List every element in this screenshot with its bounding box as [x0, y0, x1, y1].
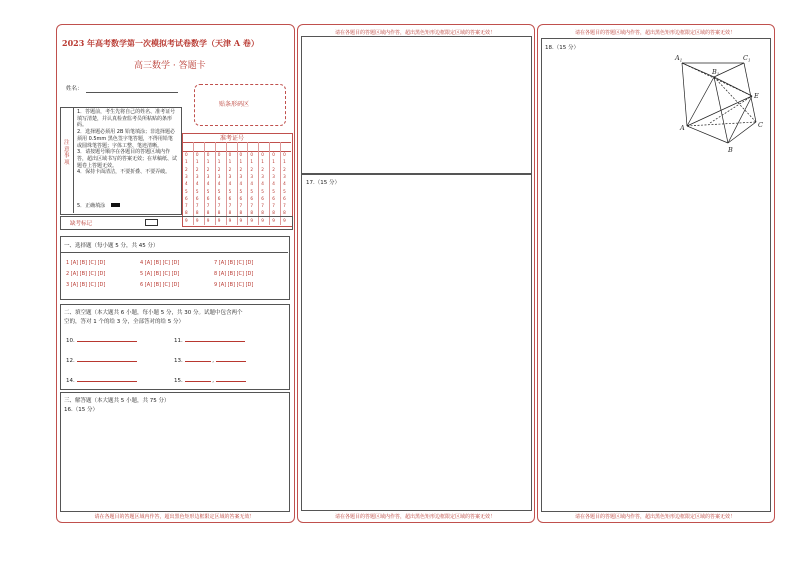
middle-panel-header-warning: 请在各题目的答题区域内作答，超出黑色矩形边框限定区域的答案无效！ — [334, 30, 495, 36]
admission-digit-bubble[interactable]: 9 — [239, 217, 243, 223]
q15-blank-1[interactable] — [185, 374, 211, 382]
admission-digit-bubble[interactable]: 7 — [228, 203, 232, 209]
edge-a-b — [687, 126, 728, 143]
fill-q15: 15. , — [174, 374, 246, 384]
q10-label: 10. — [66, 338, 75, 344]
left-panel-footer-warning: 请在各题目的答题区域内作答，超出黑色矩形边框限定区域的答案无效！ — [94, 514, 255, 520]
admission-digit-bubble[interactable]: 8 — [250, 210, 254, 216]
q13-blank-1[interactable] — [185, 354, 211, 362]
admission-digit-bubble[interactable]: 4 — [185, 181, 188, 187]
admission-digit-bubble[interactable]: 1 — [250, 159, 254, 165]
choice-q2[interactable]: 2 [A] [B] [C] [D] — [66, 271, 106, 277]
admission-column-divider — [247, 142, 248, 225]
edge-b-c — [728, 122, 756, 143]
admission-digit-bubble[interactable]: 1 — [228, 159, 232, 165]
admission-digit-bubble[interactable]: 3 — [185, 173, 188, 179]
q13-label: 13. — [174, 358, 183, 364]
middle-panel-footer-warning: 请在各题目的答题区域内作答，超出黑色矩形边框限定区域的答案无效！ — [334, 514, 495, 520]
admission-digit-bubble[interactable]: 8 — [283, 210, 286, 216]
fill-q10 — [66, 334, 137, 344]
label-e: E — [754, 92, 759, 100]
admission-digit-bubble[interactable]: 7 — [239, 203, 243, 209]
admission-digit-bubble[interactable]: 6 — [185, 195, 188, 201]
line-b-e-hidden — [710, 96, 752, 123]
q13-blank-2[interactable] — [216, 354, 246, 362]
label-b: B — [728, 146, 733, 154]
admission-digit-bubble[interactable]: 7 — [185, 203, 188, 209]
q16-continuation-area[interactable] — [301, 36, 532, 175]
admission-digit-bubble[interactable]: 0 — [185, 152, 188, 157]
admission-digit-bubble[interactable]: 9 — [217, 217, 221, 223]
admission-digit-bubble[interactable]: 9 — [185, 217, 188, 223]
admission-digit-bubble[interactable]: 7 — [272, 203, 275, 209]
admission-digit-bubble[interactable]: 9 — [195, 217, 199, 223]
admission-column-divider — [237, 142, 238, 225]
admission-digit-bubble[interactable]: 0 — [250, 152, 254, 157]
admission-digit-bubble[interactable]: 3 — [283, 173, 286, 179]
absent-checkbox[interactable] — [145, 219, 158, 226]
admission-digit-bubble[interactable]: 3 — [228, 173, 232, 179]
admission-digit-bubble[interactable]: 4 — [206, 181, 210, 187]
name-label: 姓名： — [66, 86, 83, 92]
admission-digit-bubble[interactable]: 2 — [239, 166, 243, 172]
admission-digit-bubble[interactable]: 0 — [272, 152, 275, 157]
admission-digit-bubble[interactable]: 9 — [272, 217, 275, 223]
admission-digit-bubble[interactable]: 5 — [206, 188, 210, 194]
admission-digit-bubble[interactable]: 0 — [195, 152, 199, 157]
q11-label: 11. — [174, 338, 183, 344]
absent-label: 缺考标记 — [70, 221, 93, 227]
admission-digit-bubble[interactable]: 8 — [185, 210, 188, 216]
admission-digit-bubble[interactable]: 5 — [185, 188, 188, 194]
barcode-label: 贴条形码区 — [219, 101, 250, 108]
admission-digit-bubble[interactable]: 3 — [206, 173, 210, 179]
q12-blank[interactable] — [77, 354, 137, 362]
admission-digit-bubble[interactable]: 0 — [283, 152, 286, 157]
edge-a-c-hidden — [687, 122, 756, 126]
admission-digit-bubble[interactable]: 1 — [239, 159, 243, 165]
admission-digit-bubble[interactable]: 6 — [261, 195, 264, 201]
label-a: A — [680, 124, 685, 132]
admission-digit-bubble[interactable]: 5 — [261, 188, 264, 194]
admission-digit-bubble[interactable]: 9 — [250, 217, 254, 223]
note-item-3: 3．请按题号顺序在各题目的答题区域内作答，超出区域书写的答案无效；在草稿纸、试题卷上答题无效。 — [77, 149, 178, 169]
admission-digit-bubble[interactable]: 6 — [250, 195, 254, 201]
label-b1: $B_1$ — [712, 68, 720, 77]
section1-heading-divider — [60, 252, 288, 253]
choice-q6[interactable]: 6 [A] [B] [C] [D] — [140, 282, 180, 288]
admission-digit-bubble[interactable]: 0 — [261, 152, 264, 157]
admission-digit-bubble[interactable]: 3 — [217, 173, 221, 179]
admission-column-divider — [204, 142, 205, 225]
q14-blank[interactable] — [77, 374, 137, 382]
q16-label: 16.（15 分） — [64, 407, 98, 413]
admission-digit-bubble[interactable]: 2 — [283, 166, 286, 172]
choice-q8[interactable]: 8 [A] [B] [C] [D] — [214, 271, 254, 277]
admission-digit-bubble[interactable]: 2 — [261, 166, 264, 172]
section2-heading-line1: 二、填空题（本大题共 6 小题，每小题 5 分，共 30 分。试题中包含两个 — [64, 310, 243, 316]
admission-digit-bubble[interactable]: 0 — [228, 152, 232, 157]
admission-digit-bubble[interactable]: 5 — [272, 188, 275, 194]
admission-digit-bubble[interactable]: 4 — [195, 181, 199, 187]
admission-digit-bubble[interactable]: 4 — [283, 181, 286, 187]
admission-digit-bubble[interactable]: 1 — [185, 159, 188, 165]
q12-label: 12. — [66, 358, 75, 364]
admission-column-divider — [215, 142, 216, 225]
admission-digit-bubble[interactable]: 2 — [217, 166, 221, 172]
exam-title: 2023 年高考数学第一次模拟考试卷数学（天津 A 卷） — [62, 38, 259, 48]
admission-digit-bubble[interactable]: 6 — [195, 195, 199, 201]
admission-digit-bubble[interactable]: 9 — [261, 217, 264, 223]
admission-digit-bubble[interactable]: 6 — [206, 195, 210, 201]
admission-digit-bubble[interactable]: 1 — [283, 159, 286, 165]
admission-digit-bubble[interactable]: 1 — [206, 159, 210, 165]
admission-digit-bubble[interactable]: 8 — [272, 210, 275, 216]
admission-column-divider — [269, 142, 270, 225]
admission-digit-bubble[interactable]: 4 — [217, 181, 221, 187]
note-item-2: 2．选择题必须用 2B 铅笔填涂；非选择题必须用 0.5mm 黑色签字笔答题，不得用铅笔或圆珠笔答题；字体工整、笔迹清晰。 — [77, 129, 175, 149]
admission-digit-bubble[interactable]: 9 — [283, 217, 286, 223]
filled-mark — [111, 203, 120, 207]
admission-digit-bubble[interactable]: 3 — [195, 173, 199, 179]
admission-digit-bubble[interactable]: 6 — [283, 195, 286, 201]
q15-label: 15. — [174, 378, 183, 384]
admission-number-heading: 准考证号 — [220, 135, 245, 142]
fill-q11 — [174, 334, 245, 344]
line-a-e — [687, 96, 752, 126]
q15-blank-2[interactable] — [216, 374, 246, 382]
absent-box — [60, 216, 293, 230]
choice-q4[interactable]: 4 [A] [B] [C] [D] — [140, 260, 180, 266]
admission-digit-bubble[interactable]: 8 — [217, 210, 221, 216]
fill-q13: 13. , — [174, 354, 246, 364]
fill-example-label: 5．正确填涂 — [77, 203, 106, 209]
prism-figure — [670, 50, 770, 158]
admission-digit-bubble[interactable]: 4 — [228, 181, 232, 187]
label-a1: $A_1$ — [675, 54, 683, 63]
notes-divider — [73, 107, 74, 213]
admission-digit-bubble[interactable]: 3 — [272, 173, 275, 179]
admission-digit-bubble[interactable]: 7 — [261, 203, 264, 209]
admission-digit-bubble[interactable]: 2 — [272, 166, 275, 172]
name-field[interactable] — [86, 92, 178, 93]
line-a-b1 — [687, 77, 714, 126]
label-c: C — [758, 121, 763, 129]
admission-digit-bubble[interactable]: 5 — [283, 188, 286, 194]
admission-column-divider — [258, 142, 259, 225]
admission-digit-bubble[interactable]: 7 — [206, 203, 210, 209]
admission-digit-bubble[interactable]: 5 — [217, 188, 221, 194]
admission-digit-bubble[interactable]: 3 — [261, 173, 264, 179]
admission-digit-bubble[interactable]: 7 — [217, 203, 221, 209]
admission-digit-bubble[interactable]: 0 — [206, 152, 210, 157]
line-b1-c-hidden — [714, 77, 756, 122]
admission-digit-bubble[interactable]: 4 — [239, 181, 243, 187]
admission-digit-bubble[interactable]: 2 — [228, 166, 232, 172]
admission-digit-bubble[interactable]: 9 — [228, 217, 232, 223]
admission-column-divider — [226, 142, 227, 225]
line-b-e — [728, 96, 752, 143]
admission-digit-bubble[interactable]: 7 — [195, 203, 199, 209]
admission-digit-bubble[interactable]: 2 — [206, 166, 210, 172]
admission-digit-bubble[interactable]: 8 — [239, 210, 243, 216]
admission-digit-bubble[interactable]: 2 — [250, 166, 254, 172]
q11-blank[interactable] — [185, 334, 245, 342]
admission-digit-bubble[interactable]: 1 — [272, 159, 275, 165]
admission-digit-bubble[interactable]: 6 — [228, 195, 232, 201]
admission-digit-bubble[interactable]: 0 — [239, 152, 243, 157]
q17-answer-area[interactable] — [301, 173, 532, 511]
label-c1: $C_1$ — [743, 54, 751, 63]
admission-digit-bubble[interactable]: 8 — [195, 210, 199, 216]
choice-q1[interactable]: 1 [A] [B] [C] [D] — [66, 260, 106, 266]
admission-digit-bubble[interactable]: 5 — [195, 188, 199, 194]
admission-digit-bubble[interactable]: 4 — [250, 181, 254, 187]
right-panel-header-warning: 请在各题目的答题区域内作答，超出黑色矩形边框限定区域的答案无效！ — [574, 30, 735, 36]
admission-digit-bubble[interactable]: 3 — [250, 173, 254, 179]
note-item-4: 4．保持卡面清洁，不要折叠、不要弄破。 — [77, 169, 171, 176]
q17-label: 17.（15 分） — [306, 180, 340, 186]
admission-digit-bubble[interactable]: 1 — [261, 159, 264, 165]
admission-digit-bubble[interactable]: 0 — [217, 152, 221, 157]
edge-a1-a — [682, 63, 687, 126]
section3-heading: 三、解答题（本大题共 5 小题，共 75 分） — [64, 398, 170, 404]
admission-digit-bubble[interactable]: 5 — [250, 188, 254, 194]
admission-digit-bubble[interactable]: 7 — [283, 203, 286, 209]
fill-example — [77, 203, 120, 210]
q14-label: 14. — [66, 378, 75, 384]
admission-digit-bubble[interactable]: 4 — [272, 181, 275, 187]
choice-q5[interactable]: 5 [A] [B] [C] [D] — [140, 271, 180, 277]
admission-column-divider — [193, 142, 194, 225]
fill-q12 — [66, 354, 137, 364]
notes-list — [77, 109, 177, 176]
admission-digit-bubble[interactable]: 9 — [206, 217, 210, 223]
admission-digit-bubble[interactable]: 1 — [217, 159, 221, 165]
admission-digit-bubble[interactable]: 7 — [250, 203, 254, 209]
admission-digit-bubble[interactable]: 5 — [239, 188, 243, 194]
admission-digit-bubble[interactable]: 2 — [185, 166, 188, 172]
fill-q14 — [66, 374, 137, 384]
admission-digit-bubble[interactable]: 3 — [239, 173, 243, 179]
choice-q7[interactable]: 7 [A] [B] [C] [D] — [214, 260, 254, 266]
admission-digit-bubble[interactable]: 1 — [195, 159, 199, 165]
admission-column-divider — [280, 142, 281, 225]
admission-digit-bubble[interactable]: 6 — [239, 195, 243, 201]
answer-card-subtitle: 高三数学 · 答题卡 — [134, 61, 206, 71]
choice-q3[interactable]: 3 [A] [B] [C] [D] — [66, 282, 106, 288]
choice-q9[interactable]: 9 [A] [B] [C] [D] — [214, 282, 254, 288]
admission-digit-bubble[interactable]: 4 — [261, 181, 264, 187]
section2-heading-line2: 空的，答对 1 个的给 3 分，全部答对的给 5 分） — [64, 319, 184, 325]
section1-heading: 一、选择题（每小题 5 分，共 45 分） — [64, 243, 159, 249]
admission-digit-bubble[interactable]: 6 — [272, 195, 275, 201]
q18-label: 18.（15 分） — [545, 45, 579, 51]
admission-digit-bubble[interactable]: 6 — [217, 195, 221, 201]
admission-digit-bubble[interactable]: 8 — [228, 210, 232, 216]
note-item-1: 1．答题前，考生先将自己的姓名、准考证号填写清楚，并认真检查监考员所粘贴的条形码。 — [77, 109, 176, 129]
admission-digit-bubble[interactable]: 8 — [206, 210, 210, 216]
right-panel-footer-warning: 请在各题目的答题区域内作答，超出黑色矩形边框限定区域的答案无效！ — [574, 514, 735, 520]
admission-digit-bubble[interactable]: 8 — [261, 210, 264, 216]
admission-digit-bubble[interactable]: 5 — [228, 188, 232, 194]
q10-blank[interactable] — [77, 334, 137, 342]
admission-digit-bubble[interactable]: 2 — [195, 166, 199, 172]
notes-heading: 注意事项 — [64, 140, 70, 166]
admission-digit-grid[interactable] — [182, 151, 291, 225]
